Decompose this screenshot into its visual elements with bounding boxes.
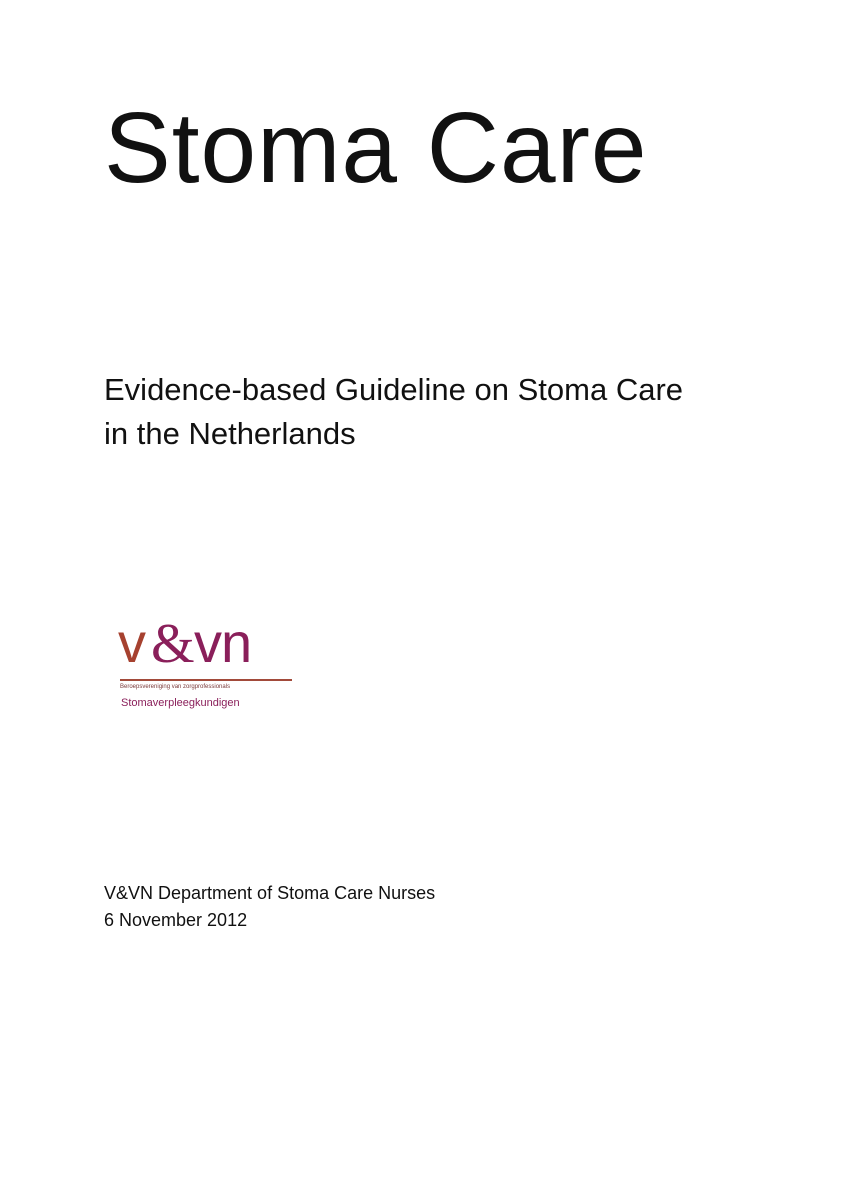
- document-title: Stoma Care: [104, 92, 648, 204]
- svg-text:&: &: [151, 613, 195, 675]
- logo-tagline: Beroepsvereniging van zorgprofessionals: [120, 684, 231, 690]
- logo-divider: [120, 679, 292, 681]
- subtitle-line-1: Evidence-based Guideline on Stoma Care: [104, 372, 684, 407]
- document-subtitle: [104, 368, 804, 456]
- document-footer: [104, 880, 435, 934]
- vvn-logo-mark: [116, 610, 296, 680]
- footer-organization: V&VN Department of Stoma Care Nurses: [104, 883, 436, 903]
- subtitle-line-2: in the Netherlands: [104, 416, 356, 451]
- logo-department: Stomaverpleegkundigen: [121, 697, 240, 709]
- svg-text:vn: vn: [194, 611, 252, 674]
- vvn-logo: [116, 610, 326, 720]
- footer-date: 6 November 2012: [104, 910, 248, 930]
- svg-text:v: v: [118, 611, 145, 674]
